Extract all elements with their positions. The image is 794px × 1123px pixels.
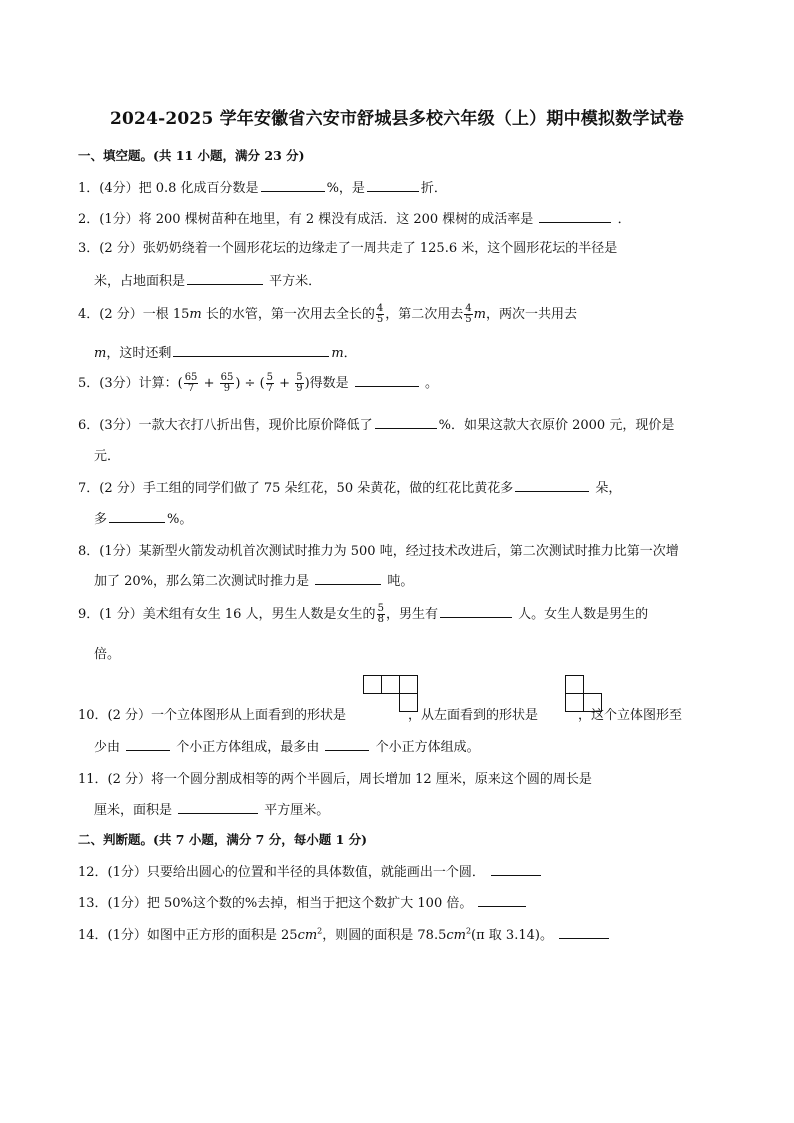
q1-blank-1[interactable] — [261, 177, 325, 192]
left-view-cell — [565, 675, 584, 694]
question-4-cont: m，这时还剩 m． — [94, 342, 357, 361]
top-view-cell — [399, 693, 418, 712]
q6-blank[interactable] — [375, 414, 437, 429]
section-heading-judge: 二、判断题。(共 7 小题，满分 7 分，每小题 1 分) — [78, 832, 368, 847]
question-11 — [78, 768, 592, 787]
q11-text: 11．(2 分）将一个圆分割成相等的两个半圆后，周长增加 12 厘米，原来这个圆的周长是 — [78, 772, 592, 787]
top-view-cell — [399, 675, 418, 694]
page-title: 2024-2025 学年安徽省六安市舒城县多校六年级（上）期中模拟数学试卷 — [109, 109, 684, 129]
question-13: 13．(1分）把 50%这个数的%去掉，相当于把这个数扩大 100 倍。 — [78, 892, 528, 911]
question-7-cont: 多 %。 — [94, 508, 192, 527]
q4-text-d: ，两次一共用去 — [486, 307, 578, 322]
q5-fraction-3: $\frac{5}{7}$ — [266, 372, 274, 394]
question-2 — [78, 208, 631, 227]
q7-text: 7．(2 分）手工组的同学们做了 75 朵红花，50 朵黄花，做的红花比黄花多 — [78, 481, 514, 496]
q5-fraction-1: $\frac{65}{7}$ — [184, 372, 198, 394]
q4-text: 4．(2 分）一根 15 — [78, 307, 190, 322]
left-view-cell — [583, 693, 602, 712]
q10-blank-2[interactable] — [325, 736, 369, 751]
top-view-cell — [381, 675, 400, 694]
question-6-cont: 元． — [94, 449, 121, 464]
question-7: 7．(2 分）手工组的同学们做了 75 朵红花，50 朵黄花，做的红花比黄花多 朵， — [78, 477, 621, 496]
q9-fraction: $\frac{5}{8}$ — [377, 603, 384, 625]
q1-text: 1．(4分）把 0.8 化成百分数是 — [78, 181, 259, 196]
q1-text-c: 折． — [420, 181, 447, 196]
top-view-cell — [363, 675, 382, 694]
question-12: 12．(1分）只要给出圆心的位置和半径的具体数值，就能画出一个圆． — [78, 861, 543, 880]
section-heading-fill-in: 一、填空题。(共 11 小题，满分 23 分) — [78, 148, 305, 163]
q2-text: 2．(1分）将 200 棵树苗种在地里，有 2 棵没有成活．这 200 棵树的成活率是 — [78, 212, 534, 227]
q5-fraction-4: $\frac{5}{9}$ — [296, 372, 303, 394]
q5-text: 5．(3分）计算：( — [78, 376, 183, 391]
q1-blank-2[interactable] — [367, 177, 419, 192]
question-10: 10．(2 分）一个立体图形从上面看到的形状是 ，从左面看到的形状是 ，这个立体图形至 — [78, 708, 683, 723]
q4-text-b: 长的水管，第一次用去全长的 — [205, 307, 375, 322]
q5-blank[interactable] — [355, 372, 419, 387]
question-11-cont: 厘米，面积是 平方厘米。 — [94, 799, 329, 818]
q7-blank-2[interactable] — [109, 508, 165, 523]
q14-blank[interactable] — [559, 924, 609, 939]
q8-blank[interactable] — [315, 570, 381, 585]
q6-text: 6．(3分）一款大衣打八折出售，现价比原价降低了 — [78, 418, 373, 433]
question-5: 5．(3分）计算：( $\frac{65}{7}$ + $\frac{65}{9}$ ) ÷ ( $\frac{5}{7}$ + $\frac{5}{9}$ )得数是 。 — [78, 372, 438, 394]
q8-text: 8．(1分）某新型火箭发动机首次测试时推力为 500 吨，经过技术改进后，第二次测试时推力比第一次增 — [78, 544, 679, 559]
q11-blank[interactable] — [178, 799, 258, 814]
q5-fraction-2: $\frac{65}{9}$ — [220, 372, 234, 394]
q4-unit-m: m — [189, 307, 202, 322]
left-view-cell — [565, 693, 584, 712]
q4-text-e: ，这时还剩 — [106, 346, 172, 361]
question-3 — [78, 237, 617, 256]
q2-blank[interactable] — [539, 208, 611, 223]
q10-text: 10．(2 分）一个立体图形从上面看到的形状是 — [78, 708, 347, 723]
q4-fraction-2: $\frac{4}{5}$ — [465, 303, 472, 325]
q4-fraction-1: $\frac{4}{5}$ — [376, 303, 384, 325]
question-4: 4．(2 分）一根 15m 长的水管，第一次用去全长的 $\frac{4}{5}$ ，第二次用去 $\frac{4}{5}$ m，两次一共用去 — [78, 303, 578, 325]
question-8 — [78, 540, 679, 559]
q3-text-b: 米，占地面积是 — [94, 274, 186, 289]
question-14: 14．(1分）如图中正方形的面积是 $25cm^2$，则圆的面积是 $78.5cm^2(\pi$ 取 3.14)。 — [78, 924, 611, 943]
q9-text: 9．(1 分）美术组有女生 16 人，男生人数是女生的 — [78, 607, 376, 622]
question-6: 6．(3分）一款大衣打八折出售，现价比原价降低了 %．如果这款大衣原价 2000 元，现价是 — [78, 414, 674, 433]
q3-text: 3．(2 分）张奶奶绕着一个圆形花坛的边缘走了一周共走了 125.6 米，这个圆形花坛的半径是 — [78, 241, 618, 256]
q12-blank[interactable] — [491, 861, 541, 876]
q10-blank-1[interactable] — [126, 736, 170, 751]
question-10-cont: 少由 个小正方体组成，最多由 个小正方体组成。 — [94, 736, 480, 755]
q7-blank-1[interactable] — [515, 477, 589, 492]
question-3-cont — [94, 270, 321, 289]
q4-blank[interactable] — [173, 342, 329, 357]
q3-blank[interactable] — [187, 270, 263, 285]
q1-text-b: %，是 — [326, 181, 365, 196]
question-9-cont: 倍。 — [94, 647, 121, 662]
question-1 — [78, 177, 447, 196]
q3-text-c: 平方米． — [269, 274, 322, 289]
q2-text-b: ． — [617, 212, 631, 227]
question-9: 9．(1 分）美术组有女生 16 人，男生人数是女生的 $\frac{5}{8}$ ，男生有 人。女生人数是男生的 — [78, 603, 649, 625]
question-8-cont: 加了 20%，那么第二次测试时推力是 吨。 — [94, 570, 413, 589]
q4-text-c: ，第二次用去 — [385, 307, 464, 322]
q13-blank[interactable] — [478, 892, 526, 907]
q9-blank-1[interactable] — [440, 603, 512, 618]
